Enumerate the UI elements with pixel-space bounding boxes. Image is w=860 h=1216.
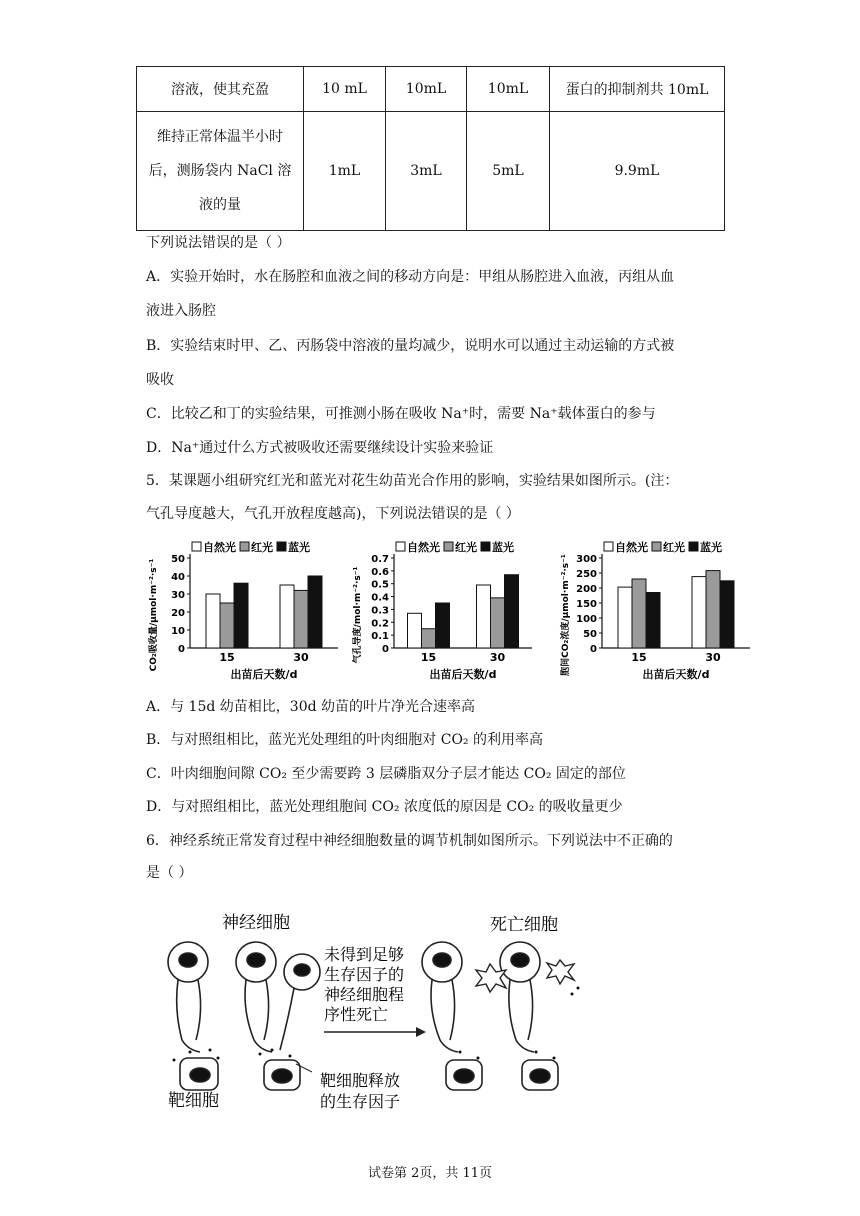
y-axis-label: 气孔导度/mol·m⁻²·s⁻¹	[353, 566, 363, 664]
bar	[280, 585, 294, 648]
option-b: B．实验结束时甲、乙、丙肠袋中溶液的量均减少，说明水可以通过主动运输的方式被	[146, 338, 675, 354]
y-tick-label: 10	[171, 626, 185, 637]
y-tick-label: 50	[171, 554, 185, 565]
legend-swatch	[277, 542, 286, 551]
neuron-icon	[236, 942, 320, 1090]
question-6-stem: 6．神经系统正常发育过程中神经细胞数量的调节机制如图所示。下列说法中不正确的	[146, 833, 673, 849]
neuron-icon	[168, 942, 218, 1090]
y-tick-label: 0.2	[371, 618, 389, 630]
cell-line: 液的量	[199, 197, 241, 213]
label-release: 靶细胞释放	[320, 1071, 401, 1090]
y-axis-label: CO₂吸收量/μmol·m⁻²·s⁻¹	[149, 558, 159, 672]
legend-label: 红光	[455, 541, 477, 554]
option-c: C．比较乙和丁的实验结果，可推测小肠在吸收 Na⁺时，需要 Na⁺载体蛋白的参与	[146, 406, 656, 422]
x-axis-label: 出苗后天数/d	[429, 668, 497, 681]
stomatal-conductance-chart	[350, 536, 540, 684]
y-tick-label: 30	[171, 590, 185, 601]
legend-swatch	[396, 542, 405, 551]
bar	[408, 613, 422, 648]
y-tick-label: 0.3	[371, 605, 389, 617]
legend-swatch	[652, 542, 661, 551]
option-a: A．实验开始时，水在肠腔和血液之间的移动方向是：甲组从肠腔进入血液，丙组从血	[146, 269, 675, 285]
bar	[706, 571, 720, 648]
legend-swatch	[481, 542, 490, 551]
y-tick-label: 0.1	[371, 631, 389, 643]
x-tick-label: 30	[489, 651, 506, 664]
option-b: B．与对照组相比，蓝光光处理组的叶肉细胞对 CO₂ 的利用率高	[146, 732, 543, 748]
bar	[294, 590, 308, 648]
table-cell: 3mL	[386, 112, 467, 231]
legend-swatch	[240, 542, 249, 551]
y-tick-label: 20	[171, 608, 185, 619]
table-row	[137, 67, 725, 112]
bar	[308, 576, 322, 648]
label-target-cell: 靶细胞	[168, 1091, 219, 1111]
y-tick-label: 100	[576, 614, 597, 625]
y-tick-label: 300	[576, 554, 597, 565]
bar	[220, 603, 234, 648]
experiment-table	[136, 66, 725, 231]
bar	[618, 587, 632, 648]
option-b-cont: 吸收	[146, 372, 174, 388]
bar	[422, 629, 436, 648]
option-d: D．与对照组相比，蓝光处理组胞间 CO₂ 浓度低的原因是 CO₂ 的吸收量更少	[146, 799, 623, 815]
y-tick-label: 0	[590, 644, 597, 655]
y-tick-label: 200	[576, 584, 597, 595]
x-tick-label: 30	[293, 651, 309, 664]
cell-line: 维持正常体温半小时	[157, 129, 283, 145]
table-cell	[137, 112, 304, 231]
option-a-cont: 液进入肠腔	[146, 303, 216, 319]
y-tick-label: 0.5	[371, 579, 389, 591]
legend-label: 红光	[663, 541, 685, 554]
cell-line: 后，测肠袋内 NaCl 溶	[148, 163, 292, 179]
bar	[692, 577, 706, 648]
option-c: C．叶肉细胞间隙 CO₂ 至少需要跨 3 层磷脂双分子层才能达 CO₂ 固定的部位	[146, 766, 626, 782]
x-axis-label: 出苗后天数/d	[230, 668, 298, 681]
question-stem: 下列说法错误的是（ ）	[146, 235, 291, 251]
intercellular-co2-chart	[558, 536, 758, 684]
bar	[646, 593, 660, 649]
legend-label: 自然光	[615, 541, 648, 554]
bar	[491, 598, 505, 648]
y-tick-label: 0	[382, 644, 389, 655]
table-cell: 蛋白的抑制剂共 10mL	[550, 67, 725, 112]
y-tick-label: 50	[583, 629, 597, 640]
legend-label: 自然光	[203, 541, 236, 554]
page-footer: 试卷第 2页，共 11页	[367, 1166, 493, 1181]
arrow-text: 序性死亡	[324, 1005, 389, 1024]
y-tick-label: 0.4	[371, 592, 389, 604]
legend-label: 红光	[251, 541, 273, 554]
x-tick-label: 30	[705, 651, 721, 664]
legend-label: 蓝光	[288, 541, 310, 554]
x-tick-label: 15	[219, 651, 235, 664]
arrow-text: 神经细胞程	[324, 985, 405, 1004]
table-row	[137, 112, 725, 231]
legend-label: 自然光	[407, 541, 440, 554]
y-axis-label: 胞间CO₂浓度/μmol·m⁻²·s⁻¹	[561, 554, 571, 676]
co2-uptake-chart	[146, 536, 346, 684]
table-cell: 1mL	[304, 112, 386, 231]
x-tick-label: 15	[420, 651, 437, 664]
option-a: A．与 15d 幼苗相比，30d 幼苗的叶片净光合速率高	[146, 699, 476, 715]
option-d: D．Na⁺通过什么方式被吸收还需要继续设计实验来验证	[146, 440, 494, 456]
y-tick-label: 250	[576, 569, 597, 580]
label-neuron: 神经细胞	[222, 913, 290, 933]
arrow-icon	[324, 1027, 426, 1037]
legend-label: 蓝光	[700, 541, 722, 554]
table-cell: 9.9mL	[550, 112, 725, 231]
y-tick-label: 0.6	[371, 566, 389, 578]
y-tick-label: 0.7	[371, 554, 389, 565]
y-tick-label: 40	[171, 572, 185, 583]
bar	[477, 585, 491, 648]
question-6-stem-cont: 是（ ）	[146, 865, 193, 881]
question-5-stem: 5．某课题小组研究红光和蓝光对花生幼苗光合作用的影响，实验结果如图所示。(注：	[146, 473, 679, 489]
legend-label: 蓝光	[492, 541, 514, 554]
label-release: 的生存因子	[320, 1092, 401, 1111]
table-cell: 10mL	[386, 67, 467, 112]
arrow-text: 生存因子的	[324, 965, 405, 984]
bar	[720, 581, 734, 648]
table-cell: 5mL	[467, 112, 550, 231]
bar	[632, 579, 646, 648]
table-cell: 溶液，使其充盈	[137, 67, 304, 112]
legend-swatch	[604, 542, 613, 551]
legend-swatch	[192, 542, 201, 551]
table-cell: 10 mL	[304, 67, 386, 112]
legend-swatch	[689, 542, 698, 551]
bar	[436, 603, 450, 648]
bar	[234, 583, 248, 648]
label-dead-cell: 死亡细胞	[490, 915, 558, 935]
legend-swatch	[444, 542, 453, 551]
question-5-stem-cont: 气孔导度越大，气孔开放程度越高)，下列说法错误的是（ ）	[146, 506, 520, 522]
arrow-text: 未得到足够	[324, 945, 405, 964]
neuron-apoptosis-diagram	[160, 900, 600, 1130]
bar	[505, 575, 519, 648]
y-tick-label: 150	[576, 599, 597, 610]
bar	[206, 594, 220, 648]
x-tick-label: 15	[631, 651, 647, 664]
table-cell: 10mL	[467, 67, 550, 112]
y-tick-label: 0	[178, 644, 185, 655]
x-axis-label: 出苗后天数/d	[642, 668, 710, 681]
